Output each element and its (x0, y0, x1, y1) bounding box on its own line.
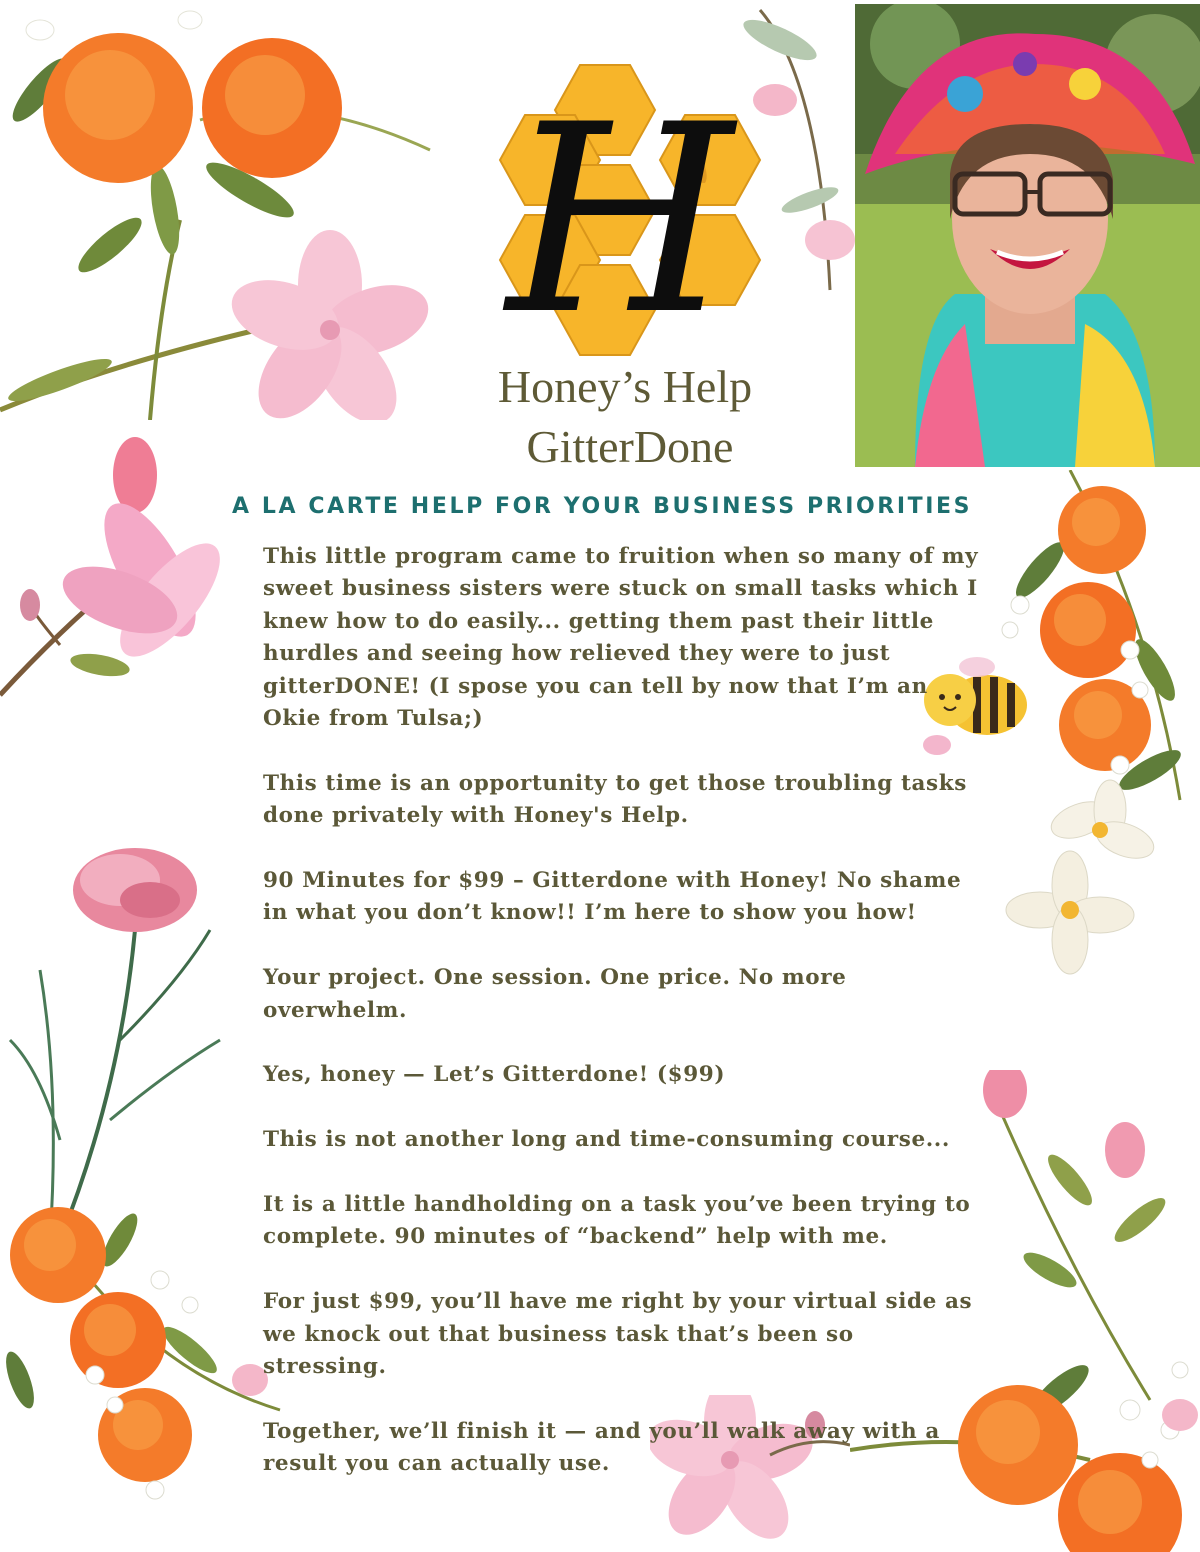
magnolia-branch-left-illustration (0, 430, 240, 710)
profile-photo (855, 4, 1200, 467)
paragraph-price: For just $99, you’ll have me right by your virtual side as we knock out that business task that’s been so stressing. (263, 1289, 973, 1380)
paragraph-together: Together, we’ll finish it — and you’ll walk away with a result you can actually use. (263, 1418, 940, 1477)
paragraph-project: Your project. One session. One price. No more overwhelm. (263, 965, 847, 1023)
brand-tagline: GitterDone (526, 421, 734, 472)
orange-branch-bottom-left-illustration (0, 1200, 290, 1520)
logo-letter: H (506, 70, 734, 365)
carnation-branch-left-illustration (0, 840, 230, 1240)
paragraph-intro: This little program came to fruition when so many of my sweet business sisters were stuck on small tasks which I knew how to do easily... getting them past their little hurdles and seeing how relieved they were to just gitterDONE! (I spose you can tell by now that I’m an Okie from Tulsa;) (263, 544, 979, 732)
honeycomb-logo (455, 55, 785, 365)
orange-branch-top-left-illustration (0, 0, 440, 420)
paragraph-offer: 90 Minutes for $99 – Gitterdone with Honey! No shame in what you don’t know!! I’m here to show you how! (263, 868, 962, 926)
paragraph-not-a-course: This is not another long and time-consuming course... (263, 1127, 950, 1153)
paragraph-opportunity: This time is an opportunity to get those troubling tasks done privately with Honey's Help. (263, 770, 967, 829)
section-heading: A LA CARTE HELP FOR YOUR BUSINESS PRIORITIES (232, 494, 973, 519)
paragraph-handholding: It is a little handholding on a task you’ve been trying to complete. 90 minutes of “backend” help with me. (263, 1192, 971, 1250)
brand-name: Honey’s Help (497, 361, 753, 412)
body-text (263, 541, 983, 1513)
paragraph-yes-honey: Yes, honey — Let’s Gitterdone! ($99) (263, 1062, 726, 1088)
